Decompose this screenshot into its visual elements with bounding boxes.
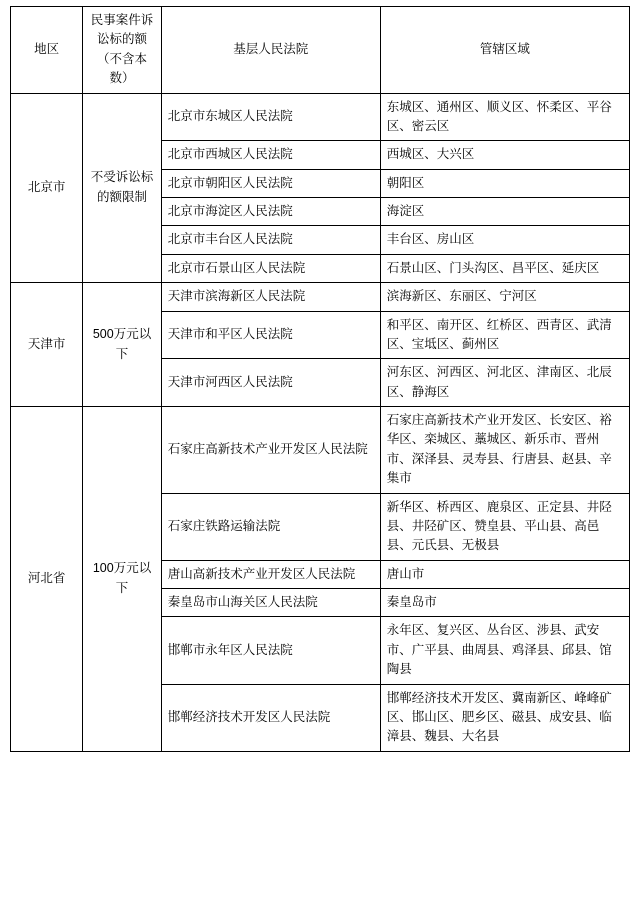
region-name-tianjin: 天津市 [11, 283, 83, 407]
table-row [11, 283, 630, 311]
header-area: 管辖区域 [380, 7, 629, 94]
court-name: 秦皇岛市山海关区人民法院 [161, 589, 380, 617]
court-name: 邯郸经济技术开发区人民法院 [161, 684, 380, 751]
header-amount: 民事案件诉讼标的额（不含本数） [83, 7, 161, 94]
court-area: 永年区、复兴区、丛台区、涉县、武安市、广平县、曲周县、鸡泽县、邱县、馆陶县 [380, 617, 629, 684]
court-area: 朝阳区 [380, 169, 629, 197]
header-region: 地区 [11, 7, 83, 94]
court-area: 新华区、桥西区、鹿泉区、正定县、井陉县、井陉矿区、赞皇县、平山县、高邑县、元氏县、无极县 [380, 493, 629, 560]
court-name: 天津市河西区人民法院 [161, 359, 380, 407]
court-name: 北京市朝阳区人民法院 [161, 169, 380, 197]
court-area: 滨海新区、东丽区、宁河区 [380, 283, 629, 311]
court-name: 邯郸市永年区人民法院 [161, 617, 380, 684]
court-name: 北京市东城区人民法院 [161, 93, 380, 141]
court-area: 海淀区 [380, 198, 629, 226]
region-amount-hebei: 100万元以下 [83, 407, 161, 752]
court-name: 唐山高新技术产业开发区人民法院 [161, 560, 380, 588]
court-area: 丰台区、房山区 [380, 226, 629, 254]
region-amount-beijing: 不受诉讼标的额限制 [83, 93, 161, 283]
table-row [11, 407, 630, 494]
court-name: 北京市石景山区人民法院 [161, 254, 380, 282]
header-court: 基层人民法院 [161, 7, 380, 94]
table-row [11, 93, 630, 141]
court-area: 秦皇岛市 [380, 589, 629, 617]
court-area: 石景山区、门头沟区、昌平区、延庆区 [380, 254, 629, 282]
region-name-beijing: 北京市 [11, 93, 83, 283]
court-area: 东城区、通州区、顺义区、怀柔区、平谷区、密云区 [380, 93, 629, 141]
region-amount-tianjin: 500万元以下 [83, 283, 161, 407]
court-area: 河东区、河西区、河北区、津南区、北辰区、静海区 [380, 359, 629, 407]
court-name: 北京市海淀区人民法院 [161, 198, 380, 226]
court-area: 石家庄高新技术产业开发区、长安区、裕华区、栾城区、藁城区、新乐市、晋州市、深泽县、灵寿县、行唐县、赵县、辛集市 [380, 407, 629, 494]
court-area: 唐山市 [380, 560, 629, 588]
court-name: 石家庄铁路运输法院 [161, 493, 380, 560]
court-area: 和平区、南开区、红桥区、西青区、武清区、宝坻区、蓟州区 [380, 311, 629, 359]
table-header [11, 7, 630, 94]
court-name: 北京市丰台区人民法院 [161, 226, 380, 254]
court-area: 邯郸经济技术开发区、冀南新区、峰峰矿区、邯山区、肥乡区、磁县、成安县、临漳县、魏县、大名县 [380, 684, 629, 751]
region-name-hebei: 河北省 [11, 407, 83, 752]
court-name: 北京市西城区人民法院 [161, 141, 380, 169]
court-name: 天津市和平区人民法院 [161, 311, 380, 359]
court-name: 石家庄高新技术产业开发区人民法院 [161, 407, 380, 494]
table-body [11, 93, 630, 751]
court-area: 西城区、大兴区 [380, 141, 629, 169]
table-header-row [11, 7, 630, 94]
jurisdiction-table [10, 6, 630, 752]
court-name: 天津市滨海新区人民法院 [161, 283, 380, 311]
